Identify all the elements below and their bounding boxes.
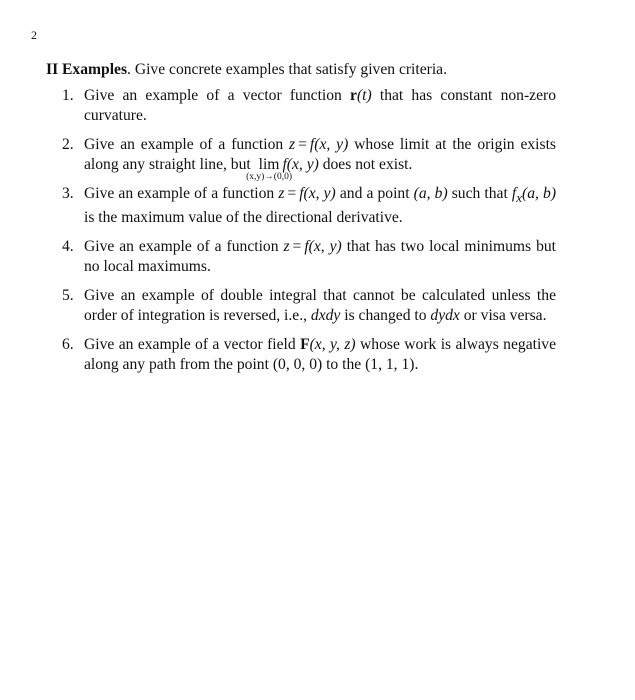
item-text-part: such that bbox=[447, 185, 512, 202]
section-heading: II Examples. Give concrete examples that satisfy given criteria. bbox=[46, 61, 447, 78]
math-operator: = bbox=[292, 238, 302, 256]
item-text bbox=[84, 184, 556, 228]
section-label: II Examples bbox=[46, 61, 128, 78]
item-text-part: does not exist. bbox=[318, 156, 413, 173]
math-expression: (1, 1, 1) bbox=[365, 356, 415, 374]
item-text-part: is changed to bbox=[340, 307, 431, 325]
math-expression: (t) bbox=[356, 87, 372, 104]
item-text-part: whose limit at the origin exists along any straight line, but bbox=[84, 136, 556, 173]
item-text-part: that has two local minimums but no local maximums. bbox=[84, 238, 556, 276]
math-expression: (x, y) bbox=[314, 136, 349, 153]
item-text-part: whose work is always negative along any path from the point bbox=[84, 336, 557, 374]
item-text bbox=[84, 335, 556, 375]
list-item bbox=[46, 86, 556, 126]
math-expression: (x, y) bbox=[286, 156, 319, 173]
list-item bbox=[46, 286, 556, 326]
math-expression: (x, y) bbox=[303, 185, 336, 202]
section-intro: Give concrete examples that satisfy given criteria. bbox=[134, 61, 447, 78]
examples-section bbox=[46, 60, 566, 384]
list-item bbox=[46, 335, 556, 375]
math-symbol: z bbox=[283, 238, 290, 256]
item-text-part: Give an example of a function bbox=[84, 136, 290, 153]
math-symbol: f bbox=[511, 185, 517, 202]
item-text-part: Give an example of double integral that cannot be calculated unless the order of integration is reversed, i.e., bbox=[84, 287, 556, 325]
math-symbol: F bbox=[300, 336, 310, 354]
math-symbol: r bbox=[350, 87, 357, 104]
math-operator: = bbox=[287, 185, 297, 202]
item-number: 3. bbox=[62, 185, 74, 202]
math-expression: (x, y, z) bbox=[309, 336, 356, 354]
math-expression: dydx bbox=[430, 307, 460, 325]
math-symbol: f bbox=[304, 238, 309, 256]
math-expression: dxdy bbox=[310, 307, 341, 325]
math-symbol: f bbox=[299, 185, 304, 202]
item-text bbox=[84, 237, 556, 277]
math-expression: (x, y) bbox=[308, 238, 342, 256]
limit-word: lim bbox=[258, 156, 280, 173]
item-number: 1. bbox=[62, 87, 74, 104]
item-text-part: Give an example of a vector field bbox=[84, 336, 301, 354]
math-expression: (a, b) bbox=[522, 185, 557, 202]
item-text-part: or visa versa. bbox=[459, 307, 547, 325]
item-text-part: . bbox=[414, 356, 419, 374]
math-expression: (0, 0, 0) bbox=[272, 356, 323, 374]
math-symbol: z bbox=[289, 136, 296, 153]
item-text-part: Give an example of a function bbox=[84, 238, 284, 256]
item-number: 2. bbox=[62, 136, 74, 153]
math-symbol: f bbox=[282, 156, 287, 173]
math-operator: = bbox=[298, 136, 307, 153]
limit-operator bbox=[246, 155, 292, 182]
limit-subscript: (x,y)→(0,0) bbox=[246, 172, 292, 182]
item-text bbox=[84, 286, 556, 326]
item-number: 4. bbox=[62, 238, 74, 256]
item-text-part: is the maximum value of the directional derivative. bbox=[84, 209, 403, 227]
math-symbol: z bbox=[278, 185, 285, 202]
list-item bbox=[46, 135, 556, 182]
item-text bbox=[84, 135, 556, 182]
item-text-part: that has constant non-zero curvature. bbox=[84, 87, 556, 124]
item-text-part: Give an example of a function bbox=[84, 185, 279, 202]
math-symbol: f bbox=[309, 136, 315, 153]
examples-list bbox=[46, 86, 566, 375]
item-text-part: and a point bbox=[335, 185, 414, 202]
list-item bbox=[46, 237, 556, 277]
item-number: 5. bbox=[62, 287, 74, 305]
math-expression: (a, b) bbox=[413, 185, 448, 202]
item-number: 6. bbox=[62, 336, 74, 354]
item-text bbox=[84, 86, 556, 126]
item-text-part: Give an example of a vector function bbox=[84, 87, 351, 104]
page-number: 2 bbox=[31, 28, 37, 42]
item-text-part: to the bbox=[322, 356, 366, 374]
math-subscript: x bbox=[516, 190, 523, 206]
list-item bbox=[46, 184, 556, 228]
